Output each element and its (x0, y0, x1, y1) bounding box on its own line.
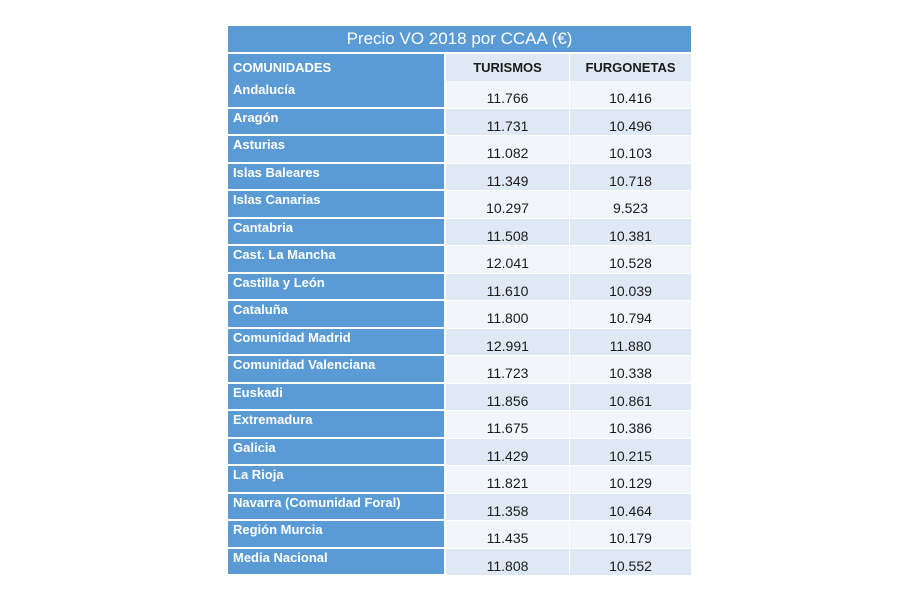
table-row (228, 411, 691, 439)
row-furgonetas-cell: 10.496 (570, 109, 691, 137)
price-table (228, 26, 691, 576)
row-turismos-cell: 12.041 (446, 246, 570, 274)
table-row (228, 439, 691, 467)
row-furgonetas-cell: 10.039 (570, 274, 691, 302)
row-turismos-cell: 11.435 (446, 521, 570, 549)
table-title: Precio VO 2018 por CCAA (€) (228, 26, 691, 54)
row-region-cell: Castilla y León (228, 274, 446, 302)
row-turismos-cell: 12.991 (446, 329, 570, 357)
table-row (228, 466, 691, 494)
row-region-cell: La Rioja (228, 466, 446, 494)
table-row (228, 136, 691, 164)
table-row (228, 191, 691, 219)
row-furgonetas-cell: 10.381 (570, 219, 691, 247)
row-region-cell: Aragón (228, 109, 446, 137)
row-turismos-cell: 11.856 (446, 384, 570, 412)
table-body (228, 81, 691, 576)
row-furgonetas-cell: 10.416 (570, 81, 691, 109)
row-turismos-cell: 11.800 (446, 301, 570, 329)
row-furgonetas-cell: 10.129 (570, 466, 691, 494)
table-row (228, 81, 691, 109)
row-furgonetas-cell: 10.861 (570, 384, 691, 412)
row-region-cell: Media Nacional (228, 549, 446, 577)
row-region-cell: Euskadi (228, 384, 446, 412)
row-furgonetas-cell: 10.103 (570, 136, 691, 164)
table-row (228, 164, 691, 192)
table-row (228, 521, 691, 549)
row-furgonetas-cell: 10.794 (570, 301, 691, 329)
row-turismos-cell: 11.508 (446, 219, 570, 247)
table-row (228, 329, 691, 357)
table-row (228, 246, 691, 274)
row-turismos-cell: 11.675 (446, 411, 570, 439)
row-region-cell: Comunidad Madrid (228, 329, 446, 357)
header-furgonetas: FURGONETAS (570, 54, 691, 81)
row-furgonetas-cell: 10.552 (570, 549, 691, 577)
row-furgonetas-cell: 11.880 (570, 329, 691, 357)
table-row (228, 219, 691, 247)
row-region-cell: Cast. La Mancha (228, 246, 446, 274)
row-furgonetas-cell: 10.179 (570, 521, 691, 549)
row-furgonetas-cell: 10.464 (570, 494, 691, 522)
row-region-cell: Navarra (Comunidad Foral) (228, 494, 446, 522)
row-furgonetas-cell: 9.523 (570, 191, 691, 219)
row-turismos-cell: 11.723 (446, 356, 570, 384)
row-turismos-cell: 11.731 (446, 109, 570, 137)
row-region-cell: Extremadura (228, 411, 446, 439)
table-row (228, 109, 691, 137)
row-turismos-cell: 11.358 (446, 494, 570, 522)
row-region-cell: Islas Canarias (228, 191, 446, 219)
row-furgonetas-cell: 10.338 (570, 356, 691, 384)
row-turismos-cell: 11.349 (446, 164, 570, 192)
row-turismos-cell: 11.429 (446, 439, 570, 467)
header-turismos: TURISMOS (446, 54, 570, 81)
table-row (228, 274, 691, 302)
row-region-cell: Cantabria (228, 219, 446, 247)
table-row (228, 301, 691, 329)
table-row (228, 356, 691, 384)
header-comunidades: COMUNIDADES (228, 54, 446, 81)
row-furgonetas-cell: 10.215 (570, 439, 691, 467)
row-region-cell: Cataluña (228, 301, 446, 329)
table-row (228, 549, 691, 577)
row-region-cell: Región Murcia (228, 521, 446, 549)
row-turismos-cell: 10.297 (446, 191, 570, 219)
row-region-cell: Comunidad Valenciana (228, 356, 446, 384)
row-turismos-cell: 11.821 (446, 466, 570, 494)
row-region-cell: Andalucía (228, 81, 446, 109)
row-furgonetas-cell: 10.386 (570, 411, 691, 439)
row-furgonetas-cell: 10.718 (570, 164, 691, 192)
row-turismos-cell: 11.808 (446, 549, 570, 577)
table-row (228, 494, 691, 522)
row-region-cell: Asturias (228, 136, 446, 164)
table-row (228, 384, 691, 412)
row-turismos-cell: 11.082 (446, 136, 570, 164)
row-furgonetas-cell: 10.528 (570, 246, 691, 274)
row-turismos-cell: 11.766 (446, 81, 570, 109)
row-region-cell: Galicia (228, 439, 446, 467)
row-turismos-cell: 11.610 (446, 274, 570, 302)
row-region-cell: Islas Baleares (228, 164, 446, 192)
table-header-row (228, 54, 691, 81)
